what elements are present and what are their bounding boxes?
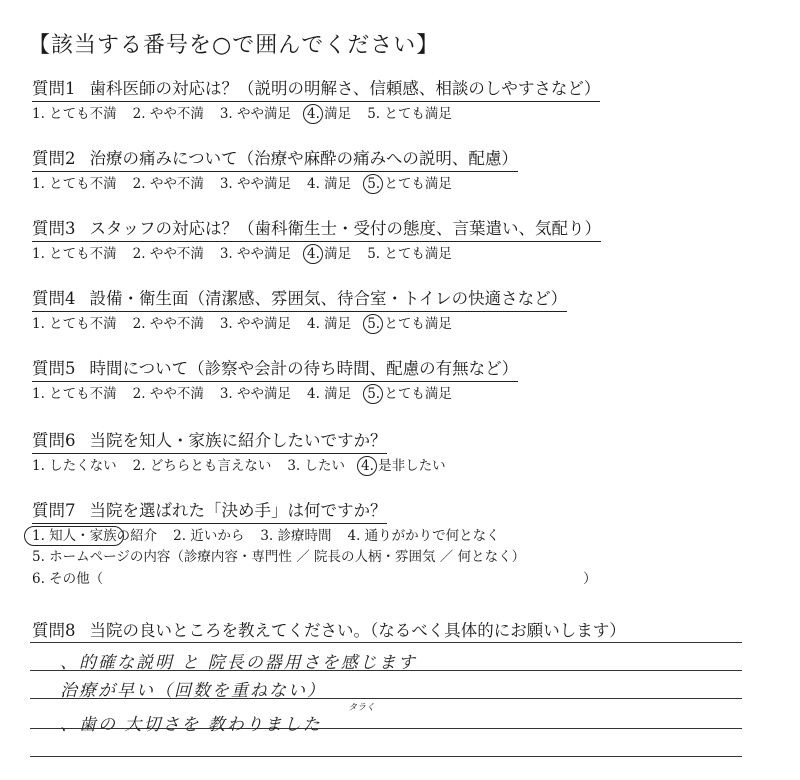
question-text: 治療の痛みについて（治療や麻酔の痛みへの説明、配慮） — [89, 149, 518, 168]
handwritten-annotation: タラく — [348, 703, 376, 713]
question-4 — [32, 288, 567, 334]
option-list — [32, 384, 518, 404]
option-2[interactable]: 2. やや不満 — [132, 386, 204, 402]
answer-line — [30, 756, 742, 757]
handwritten-answer-1: 、的確な説明 と 院長の器用さを感じます — [60, 653, 417, 673]
option-1[interactable]: 1. とても不満 — [32, 176, 117, 192]
question-number: 質問3 — [32, 219, 76, 238]
question-1 — [32, 78, 600, 124]
question-title — [32, 148, 518, 172]
question-title — [32, 78, 600, 102]
answer-line — [30, 642, 742, 643]
option-5[interactable]: 5. ホームページの内容（診療内容・専門性 ／ 院長の人柄・雰囲気 ／ 何となく） — [32, 549, 526, 565]
option-list — [32, 456, 462, 476]
option-3[interactable]: 3. やや満足 — [219, 106, 292, 122]
question-text: 当院を知人・家族に紹介したいですか？ — [89, 431, 387, 450]
option-1[interactable]: 1. とても不満 — [32, 316, 117, 332]
option-3[interactable]: 3. やや満足 — [219, 386, 292, 402]
question-text: 歯科医師の対応は？（説明の明解さ、信頼感、相談のしやすさなど） — [89, 79, 601, 98]
option-5[interactable]: 5. とても満足 — [367, 106, 452, 122]
question-7 — [32, 500, 597, 590]
question-number: 質問6 — [32, 431, 76, 450]
option-6[interactable] — [32, 568, 597, 590]
option-5[interactable]: 5. とても満足 — [367, 386, 452, 402]
option-3[interactable]: 3. やや満足 — [219, 246, 292, 262]
option-4[interactable]: 4. 満足 — [307, 106, 352, 122]
question-number: 質問8 — [32, 621, 76, 640]
question-title — [32, 218, 601, 242]
option-1[interactable]: 1. とても不満 — [32, 386, 117, 402]
option-list — [32, 244, 601, 264]
question-text: 当院を選ばれた「決め手」は何ですか？ — [89, 501, 387, 520]
option-3[interactable]: 3. やや満足 — [219, 316, 292, 332]
option-2[interactable]: 2. やや不満 — [132, 316, 204, 332]
page-title: 【該当する番号を○で囲んでください】 — [28, 33, 440, 58]
option-3[interactable]: 3. したい — [287, 458, 346, 474]
option-2[interactable]: 2. やや不満 — [132, 106, 204, 122]
question-number: 質問5 — [32, 359, 76, 378]
option-1[interactable]: 1. とても不満 — [32, 246, 117, 262]
question-number: 質問1 — [32, 79, 76, 98]
option-4[interactable]: 4. 満足 — [307, 176, 352, 192]
option-2[interactable]: 2. どちらとも言えない — [132, 458, 272, 474]
option-2[interactable]: 2. 近いから — [173, 528, 245, 544]
option-6-label: 6. その他（ — [32, 571, 104, 587]
option-6-close: ） — [583, 571, 597, 587]
option-5[interactable]: 5. とても満足 — [367, 316, 452, 332]
question-2 — [32, 148, 518, 194]
option-3[interactable]: 3. 診療時間 — [260, 528, 332, 544]
option-2[interactable]: 2. やや不満 — [132, 246, 204, 262]
option-list — [32, 174, 518, 194]
option-2[interactable]: 2. やや不満 — [132, 176, 204, 192]
question-3 — [32, 218, 601, 264]
handwritten-answer-2: 治療が早い（回数を重ねない） — [60, 681, 326, 701]
question-text: 当院の良いところを教えてください。（なるべく具体的にお願いします） — [89, 621, 626, 640]
question-5 — [32, 358, 518, 404]
option-5[interactable]: 5. とても満足 — [367, 176, 452, 192]
question-title — [32, 500, 387, 524]
question-number: 質問2 — [32, 149, 76, 168]
question-text: 時間について（診察や会計の待ち時間、配慮の有無など） — [89, 359, 519, 378]
question-text: スタッフの対応は？（歯科衛生士・受付の態度、言葉遣い、気配り） — [89, 219, 601, 238]
question-title — [32, 620, 626, 643]
option-4[interactable]: 4. 満足 — [307, 386, 352, 402]
question-title — [32, 358, 518, 382]
question-number: 質問4 — [32, 289, 76, 308]
option-4[interactable]: 4. 満足 — [307, 246, 352, 262]
option-list — [32, 104, 600, 124]
option-5[interactable]: 5. とても満足 — [367, 246, 452, 262]
option-list — [32, 526, 597, 546]
handwritten-answer-3: 、歯の 大切さを 教わりました — [60, 715, 322, 735]
option-1[interactable]: 1. 知人・家族の紹介 — [32, 528, 158, 544]
question-text: 設備・衛生面（清潔感、雰囲気、待合室・トイレの快適さなど） — [89, 289, 568, 308]
question-title — [32, 288, 567, 312]
question-8 — [32, 620, 626, 643]
option-list — [32, 314, 567, 334]
option-4[interactable]: 4. 満足 — [307, 316, 352, 332]
option-3[interactable]: 3. やや満足 — [219, 176, 292, 192]
option-4[interactable]: 4. 通りがかりで何となく — [347, 528, 500, 544]
question-6 — [32, 430, 462, 476]
question-title — [32, 430, 387, 454]
question-number: 質問7 — [32, 501, 76, 520]
option-1[interactable]: 1. とても不満 — [32, 106, 117, 122]
option-1[interactable]: 1. したくない — [32, 458, 117, 474]
option-4[interactable]: 4. 是非したい — [361, 458, 446, 474]
